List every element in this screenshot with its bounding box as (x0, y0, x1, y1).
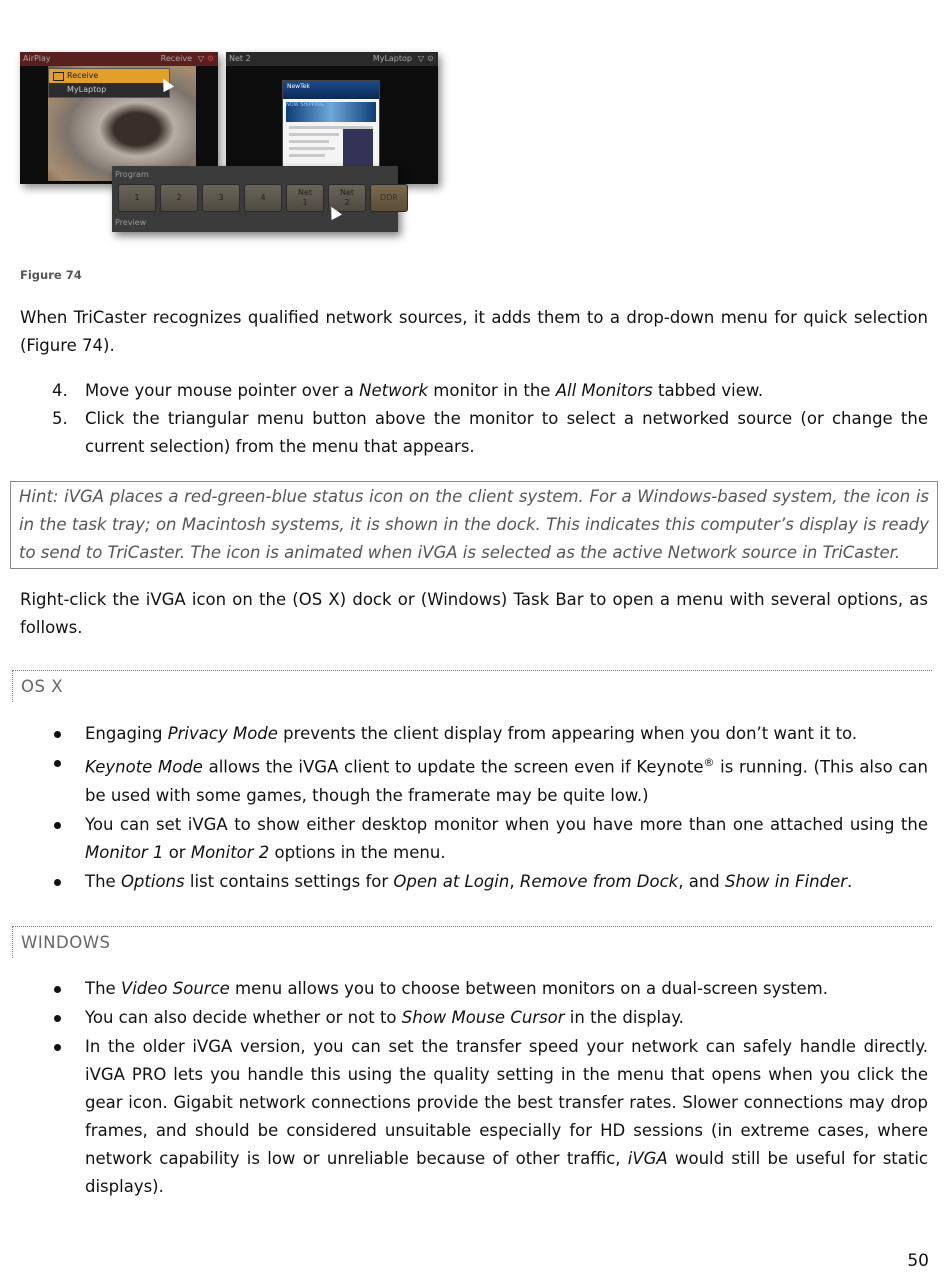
source-button-1[interactable]: 1 (118, 184, 156, 212)
hint-text: Hint: iVGA places a red-green-blue status icon on the client system. For a Windows-based system, the icon is in the task tray; on Macintosh systems, it is shown in the dock. This indicates this computer’s display is ready to send to TriCaster. The icon is animated when iVGA is selected as the active Network source in TriCaster. (19, 487, 929, 562)
gear-icon[interactable]: ⚙ (206, 54, 214, 63)
list-item: You can set iVGA to show either desktop monitor when you have more than one attached using the Monitor 1 or Monitor 2 options in the menu. (20, 811, 928, 867)
preview-label: Preview (115, 218, 147, 227)
intro-paragraph: When TriCaster recognizes qualified network sources, it adds them to a drop-down menu for quick selection (Figure 74). (20, 308, 928, 355)
list-item: In the older iVGA version, you can set the transfer speed your network can safely handle directly. iVGA PRO lets you handle this using the quality setting in the menu that opens when you click the gear icon. Gigabit network connections provide the best transfer rates. Slower connections may drop frames, and should be considered unsuitable especially for HD sessions (in extreme cases, where network capability is low or unreliable because of other traffic, iVGA would still be useful for static displays). (20, 1033, 928, 1201)
source-dropdown-menu[interactable] (48, 68, 170, 98)
step-item: 5. Click the triangular menu button above the monitor to select a networked source (or change the current selection) from the menu that appears. (52, 409, 928, 456)
numbered-steps (20, 377, 928, 461)
webpage-banner: NOW SHIPPING (286, 102, 376, 122)
source-button-3[interactable]: 3 (202, 184, 240, 212)
airplay-icon (53, 72, 64, 81)
windows-bullet-list (20, 975, 928, 1202)
list-item: Keynote Mode allows the iVGA client to update the screen even if Keynote® is running. (This also can be used with some games, though the framerate may be quite low.) (20, 749, 928, 810)
section-title: OS X (21, 677, 64, 696)
monitor-source[interactable]: MyLaptop (372, 54, 412, 63)
gear-icon[interactable]: ⚙ (426, 54, 434, 63)
source-button-row (118, 184, 408, 212)
page-number: 50 (907, 1251, 929, 1271)
monitor-header (226, 52, 438, 66)
monitor-label: Net 2 (229, 54, 251, 63)
dropdown-item-receive[interactable]: Receive (49, 69, 169, 83)
right-click-paragraph: Right-click the iVGA icon on the (OS X) dock or (Windows) Task Bar to open a menu with several options, as follows. (20, 590, 928, 637)
figure-74-screenshot (20, 52, 440, 238)
triangle-menu-icon[interactable]: ▽ (197, 54, 204, 63)
switcher-panel (112, 166, 398, 232)
program-label: Program (115, 170, 149, 179)
osx-bullet-list (20, 720, 928, 897)
airplay-monitor (20, 52, 218, 184)
monitor-source[interactable]: Receive (160, 54, 192, 63)
triangle-menu-icon[interactable]: ▽ (417, 54, 424, 63)
monitor-header (20, 52, 218, 66)
list-item: You can also decide whether or not to Show Mouse Cursor in the display. (20, 1004, 928, 1032)
source-button-4[interactable]: 4 (244, 184, 282, 212)
webpage-header: NewTek (283, 81, 379, 99)
source-button-net2[interactable]: Net 2 (328, 184, 366, 212)
section-title: WINDOWS (21, 933, 111, 952)
source-button-net1[interactable]: Net 1 (286, 184, 324, 212)
section-heading-osx (12, 670, 932, 702)
list-item: Engaging Privacy Mode prevents the client display from appearing when you don’t want it to. (20, 720, 928, 748)
source-button-2[interactable]: 2 (160, 184, 198, 212)
list-item: The Options list contains settings for Open at Login, Remove from Dock, and Show in Finder. (20, 868, 928, 896)
dropdown-item-mylaptop[interactable]: MyLaptop (67, 85, 107, 94)
hint-box (10, 481, 938, 569)
monitor-label: AirPlay (23, 54, 51, 63)
step-item: 4. Move your mouse pointer over a Network monitor in the All Monitors tabbed view. (52, 381, 764, 400)
source-button-ddr[interactable]: DDR (370, 184, 408, 212)
section-heading-windows (12, 926, 932, 958)
figure-caption: Figure 74 (20, 268, 82, 282)
list-item: The Video Source menu allows you to choose between monitors on a dual-screen system. (20, 975, 928, 1003)
net2-monitor (226, 52, 438, 184)
